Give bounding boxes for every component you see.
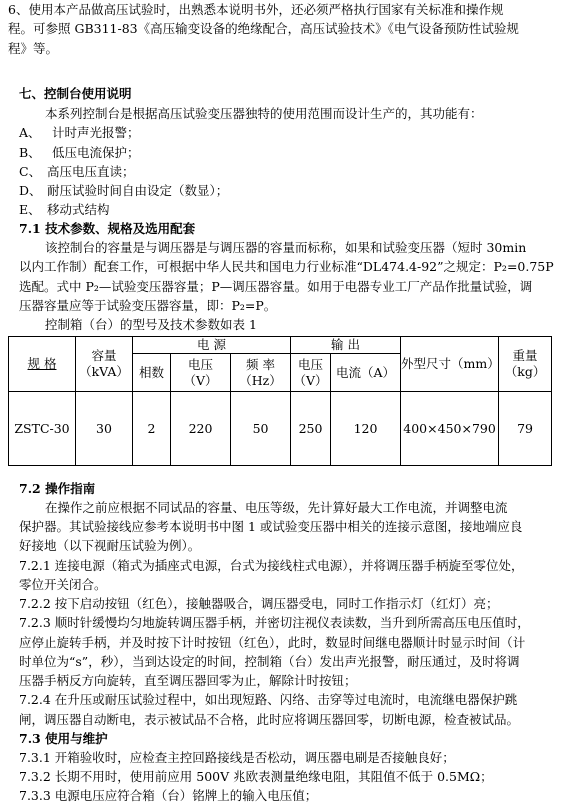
step-7-2-2-line: 7.2.2 按下启动按钮（红色），接触器吸合，调压器受电，同时工作指示灯（红灯）亮； — [19, 596, 499, 611]
header-model — [9, 337, 76, 392]
header-frequency-line-1: 频 率 — [246, 356, 275, 372]
feature-text: 计时声光报警； — [52, 125, 140, 140]
step-7-2-4-line: 闸，调压器自动断电，表示被试品不合格，此时应将调压器回零，切断电源，检查被试品。 — [19, 712, 520, 727]
step-7-2-1-line: 零位开关闭合。 — [19, 577, 107, 592]
header-output-current: 电流（A） — [331, 354, 401, 392]
feature-letter: E、 — [19, 202, 41, 217]
cell-output-current: 120 — [331, 392, 401, 466]
intro-line-2: 程。可参照 GB311-83《高压输变设备的绝缘配合，高压试验技术》《电气设备预防性试验规 — [8, 21, 519, 36]
section-7-2-para-line: 好接地（以下视耐压试验为例）。 — [19, 538, 201, 553]
header-weight — [499, 337, 552, 392]
cell-weight: 79 — [499, 392, 552, 466]
table-caption: 控制箱（台）的型号及技术参数如表 1 — [45, 317, 257, 332]
spec-table — [8, 336, 552, 466]
step-7-2-4-line: 7.2.4 在升压或耐压试验过程中，如出现短路、闪络、击穿等过电流时，电流继电器保护跳 — [19, 692, 518, 707]
section-7-2-para-line: 在操作之前应根据不同试品的容量、电压等级，先计算好最大工作电流，并调整电流 — [45, 500, 508, 515]
header-frequency-line-2: （Hz） — [239, 372, 282, 388]
header-power: 电 源 — [133, 337, 291, 354]
step-7-2-1-line: 7.2.1 连接电源（箱式为插座式电源，台式为接线柱式电源），并将调压器手柄旋至零位处， — [19, 558, 524, 573]
header-capacity — [76, 337, 133, 392]
section-7-1-heading: 7.1 技术参数、规格及选用配套 — [19, 221, 196, 236]
section-7-1-para-line: 压器容量应等于试验变压器容量，即：P₂=P。 — [19, 298, 277, 313]
cell-phase: 2 — [133, 392, 171, 466]
header-output: 输 出 — [291, 337, 401, 354]
step-7-2-3-line: 压器手柄反方向旋转，直至调压器回零为止，解除计时按钮； — [19, 673, 357, 688]
table-row — [9, 392, 552, 466]
feature-text: 移动式结构 — [47, 202, 110, 217]
section-7-intro: 本系列控制台是根据高压试验变压器独特的使用范围而设计生产的，其功能有： — [45, 106, 483, 121]
header-voltage — [171, 354, 231, 392]
header-output-voltage — [291, 354, 331, 392]
feature-text: 高压电压直读； — [47, 164, 135, 179]
step-7-2-3-line: 时单位为“s”，秒），当到达设定的时间，控制箱（台）发出声光报警，耐压通过，及时将调 — [19, 654, 520, 669]
intro-line-1: 6、使用本产品做高压试验时，出熟悉本说明书外，还必须严格执行国家有关标准和操作规 — [8, 2, 504, 17]
header-weight-line-1: 重量 — [512, 348, 538, 363]
step-7-2-3-line: 7.2.3 顺时针缓慢均匀地旋转调压器手柄，并密切注视仪表读数，当升到所需高压电压值时， — [19, 615, 530, 630]
section-7-2-heading: 7.2 操作指南 — [19, 481, 96, 496]
header-phase: 相数 — [133, 354, 171, 392]
feature-letter: A、 — [19, 125, 41, 140]
step-7-3-3: 7.3.3 电源电压应符合箱（台）铭牌上的输入电压值； — [19, 788, 318, 803]
header-model-label: 规 格 — [27, 356, 57, 371]
header-capacity-line-1: 容量 — [91, 348, 117, 363]
section-7-1-para-line: 以内工作制）配套工作，可根据中华人民共和国电力行业标准“DL474.4-92”之规定：P₂=0.75P — [19, 259, 554, 274]
header-output-voltage-line-1: 电压 — [298, 356, 324, 372]
header-size: 外型尺寸（mm） — [401, 337, 499, 392]
section-7-1-para-line: 该控制台的容量是与调压器是与调压器的容量而标称，如果和试验变压器（短时 30min — [45, 240, 527, 255]
feature-text: 耐压试验时间自由设定（数显）； — [47, 183, 229, 198]
cell-frequency: 50 — [231, 392, 291, 466]
header-capacity-line-2: （kVA） — [79, 364, 129, 379]
header-voltage-line-1: 电压 — [187, 356, 213, 372]
header-voltage-line-2: （V） — [183, 372, 218, 388]
section-7-3-heading: 7.3 使用与维护 — [19, 731, 108, 746]
feature-text: 低压电流保护； — [52, 145, 140, 160]
feature-letter: C、 — [19, 164, 42, 179]
cell-size: 400×450×790 — [401, 392, 499, 466]
feature-letter: B、 — [19, 145, 41, 160]
feature-letter: D、 — [19, 183, 42, 198]
section-7-1-para-line: 选配。式中 P₂—试验变压器容量；P—调压器容量。如用于电器专业工厂产品作批量试验，调 — [19, 279, 533, 294]
step-7-3-1: 7.3.1 开箱验收时，应检查主控回路接线是否松动，调压器电刷是否接触良好； — [19, 750, 455, 765]
cell-voltage: 220 — [171, 392, 231, 466]
cell-model: ZSTC-30 — [9, 392, 76, 466]
step-7-2-3-line: 应停止旋转手柄，并及时按下计时按钮（红色），此时，数显时间继电器顺计时显示时间（计 — [19, 635, 526, 650]
header-output-voltage-line-2: （V） — [293, 372, 328, 388]
intro-line-3: 程》等。 — [8, 41, 59, 56]
section-7-heading: 七、控制台使用说明 — [19, 86, 132, 101]
step-7-3-2: 7.3.2 长期不用时，使用前应用 500V 兆欧表测量绝缘电阻，其阻值不低于 0.5MΩ； — [19, 769, 493, 784]
header-frequency — [231, 354, 291, 392]
section-7-2-para-line: 保护器。其试验接线应参考本说明书中图 1 或试验变压器中相关的连接示意图，接地端应良 — [19, 519, 523, 534]
header-weight-line-2: （kg） — [504, 364, 546, 379]
cell-capacity: 30 — [76, 392, 133, 466]
cell-output-voltage: 250 — [291, 392, 331, 466]
